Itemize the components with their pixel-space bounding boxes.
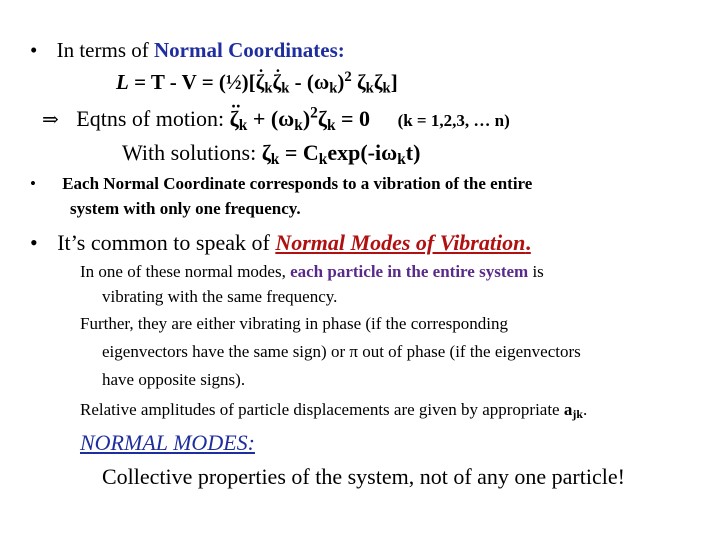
eqtns-label: Eqtns of motion: xyxy=(76,106,230,131)
eqtns-part: ) xyxy=(302,106,311,131)
para-2-line-2: eigenvectors have the same sign) or π out of phase (if the eigenvectors xyxy=(102,342,581,361)
normal-modes-text: Collective properties of the system, not of any one particle! xyxy=(102,464,625,489)
subscript-k: k xyxy=(318,150,328,168)
subscript-k: k xyxy=(270,150,280,168)
bullet-3-suffix: . xyxy=(525,230,531,255)
lagrangian-part: = T - V = (½)[ xyxy=(128,70,256,94)
subscript-k: k xyxy=(281,80,290,97)
bullet-marker: • xyxy=(30,38,38,62)
solutions-label: With solutions: xyxy=(122,140,262,165)
bullet-2-line-1: Each Normal Coordinate corresponds to a vibration of the entire xyxy=(62,174,533,193)
eqtns-part: = 0 xyxy=(335,106,371,131)
solutions-part: t) xyxy=(405,140,421,165)
para-1-line-1 xyxy=(80,262,544,282)
lagrangian-part: ] xyxy=(390,70,398,94)
para-1-suffix: is xyxy=(528,262,544,281)
lagrangian-symbol: L xyxy=(116,70,129,94)
normal-modes-of-vibration-term: Normal Modes of Vibration xyxy=(275,230,526,255)
amplitude-symbol: a xyxy=(563,400,573,419)
bullet-2 xyxy=(30,174,532,194)
para-2-line-3: have opposite signs). xyxy=(102,370,246,389)
bullet-marker: • xyxy=(30,174,36,193)
eqtns-part: + (ω xyxy=(247,106,295,131)
zeta-double-dot: ·· ζ xyxy=(230,106,239,132)
superscript-2: 2 xyxy=(344,68,352,85)
solutions-part: = C xyxy=(279,140,319,165)
superscript-2: 2 xyxy=(310,104,318,122)
para-3-suffix: . xyxy=(582,400,588,419)
para-2-line-1: Further, they are either vibrating in phase (if the corresponding xyxy=(80,314,508,333)
k-range: (k = 1,2,3, … n) xyxy=(397,111,510,130)
para-3 xyxy=(80,400,587,420)
zeta-dot: · ζ xyxy=(256,70,265,95)
normal-coordinates-term: Normal Coordinates: xyxy=(154,38,345,62)
zeta: ζ xyxy=(351,70,366,94)
solutions-line xyxy=(122,140,420,166)
zeta: ζ xyxy=(261,140,271,165)
bullet-3-prefix: It’s common to speak of xyxy=(57,230,276,255)
implies-arrow: ⇒ xyxy=(42,107,59,131)
solutions-part: exp(-iω xyxy=(327,140,398,165)
zeta-dot: · ζ xyxy=(273,70,282,95)
bullet-1 xyxy=(30,38,345,63)
equations-of-motion xyxy=(42,106,510,132)
subscript-k: k xyxy=(397,150,406,168)
subscript-k: k xyxy=(326,116,336,134)
subscript-k: k xyxy=(329,80,338,97)
para-3-prefix: Relative amplitudes of particle displacements are given by appropriate xyxy=(80,400,564,419)
zeta: ζ xyxy=(317,106,327,131)
zeta: ζ xyxy=(373,70,383,94)
lagrangian-part: - (ω xyxy=(289,70,330,94)
bullet-marker: • xyxy=(30,230,38,255)
normal-modes-heading: NORMAL MODES: xyxy=(80,430,255,455)
para-1-prefix: In one of these normal modes, xyxy=(80,262,291,281)
subscript-jk: jk xyxy=(572,406,583,421)
bullet-3 xyxy=(30,230,531,256)
bullet-2-line-2: system with only one frequency. xyxy=(70,199,301,218)
lagrangian-equation xyxy=(116,70,398,95)
each-particle-term: each particle in the entire system xyxy=(290,262,529,281)
subscript-k: k xyxy=(238,116,248,134)
subscript-k: k xyxy=(294,116,303,134)
line-normal-coords-prefix: In terms of xyxy=(56,38,155,62)
para-1-line-2: vibrating with the same frequency. xyxy=(102,287,338,306)
subscript-k: k xyxy=(365,80,374,97)
subscript-k: k xyxy=(382,80,391,97)
lagrangian-part: ) xyxy=(337,70,345,94)
subscript-k: k xyxy=(264,80,273,97)
